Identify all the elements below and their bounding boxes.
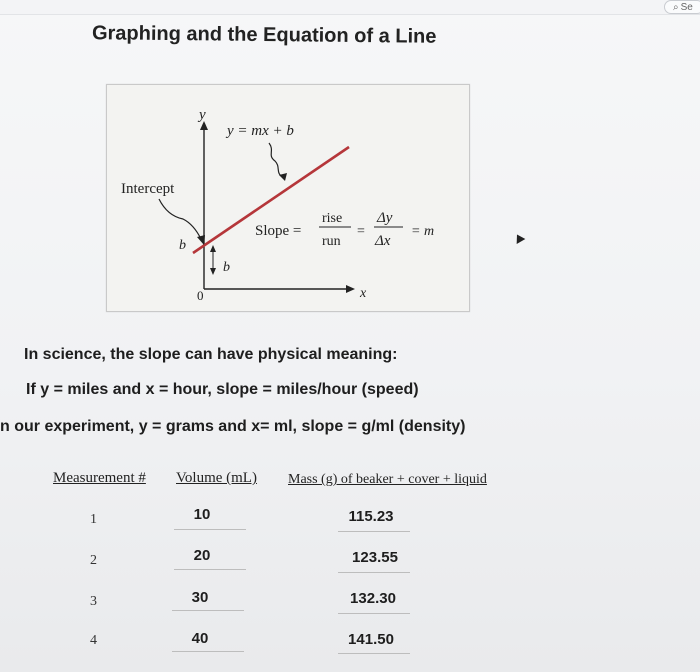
header-mass: Mass (g) of beaker + cover + liquid <box>288 472 487 487</box>
browser-toolbar <box>0 0 700 15</box>
search-text: Se <box>680 2 693 13</box>
paragraph-physical-meaning: In science, the slope can have physical meaning: <box>24 346 398 363</box>
volume-value: 20 <box>193 547 211 564</box>
rise-label: rise <box>322 211 343 226</box>
page-title: Graphing and the Equation of a Line <box>91 22 437 48</box>
paragraph-speed-example: If y = miles and x = hour, slope = miles/hour (speed) <box>26 381 419 398</box>
mass-underline <box>338 531 410 532</box>
origin-label: 0 <box>197 288 204 303</box>
line-equation-figure <box>106 84 470 312</box>
header-measurement: Measurement # <box>53 470 146 486</box>
volume-underline <box>174 529 246 530</box>
search-icon: ⌕ <box>673 2 679 13</box>
volume-underline <box>174 569 246 570</box>
equation-pointer <box>269 143 283 177</box>
header-volume: Volume (mL) <box>176 470 257 486</box>
y-axis-label: y <box>199 107 206 123</box>
b-right-label: b <box>223 260 230 275</box>
search-field[interactable] <box>664 0 700 14</box>
delta-y-label: Δy <box>377 210 393 226</box>
measurement-number: 1 <box>90 512 97 527</box>
measurement-number: 4 <box>90 633 97 648</box>
run-label: run <box>322 234 341 249</box>
slope-label: Slope = <box>255 223 302 239</box>
volume-value: 30 <box>191 589 209 606</box>
x-axis-label: x <box>360 286 367 301</box>
intercept-pointer-arrow <box>197 235 205 245</box>
b-left-label: b <box>179 238 186 253</box>
paragraph-density-example: n our experiment, y = grams and x= ml, slope = g/ml (density) <box>0 418 466 435</box>
volume-underline <box>172 610 244 611</box>
mass-underline <box>338 572 410 573</box>
mass-underline <box>338 613 410 614</box>
equation-label: y = mx + b <box>227 123 294 139</box>
measurement-number: 2 <box>90 553 97 568</box>
equals-m-label: = m <box>411 224 435 239</box>
volume-underline <box>172 651 244 652</box>
mass-value: 132.30 <box>350 590 396 607</box>
volume-value: 40 <box>191 630 209 647</box>
equals-sign: = <box>357 224 365 239</box>
b-arrow-down <box>210 268 216 275</box>
mass-value: 123.55 <box>352 549 398 566</box>
line-graph <box>107 85 469 311</box>
mouse-cursor-icon <box>513 232 526 244</box>
intercept-label: Intercept <box>121 181 175 197</box>
intercept-pointer <box>159 199 201 239</box>
delta-x-label: Δx <box>375 233 391 249</box>
mass-value: 115.23 <box>348 508 394 525</box>
volume-value: 10 <box>193 506 211 523</box>
x-axis-arrow <box>346 285 355 293</box>
b-arrow-up <box>210 245 216 252</box>
mass-value: 141.50 <box>348 631 394 648</box>
mass-underline <box>338 653 410 654</box>
measurement-number: 3 <box>90 594 97 609</box>
